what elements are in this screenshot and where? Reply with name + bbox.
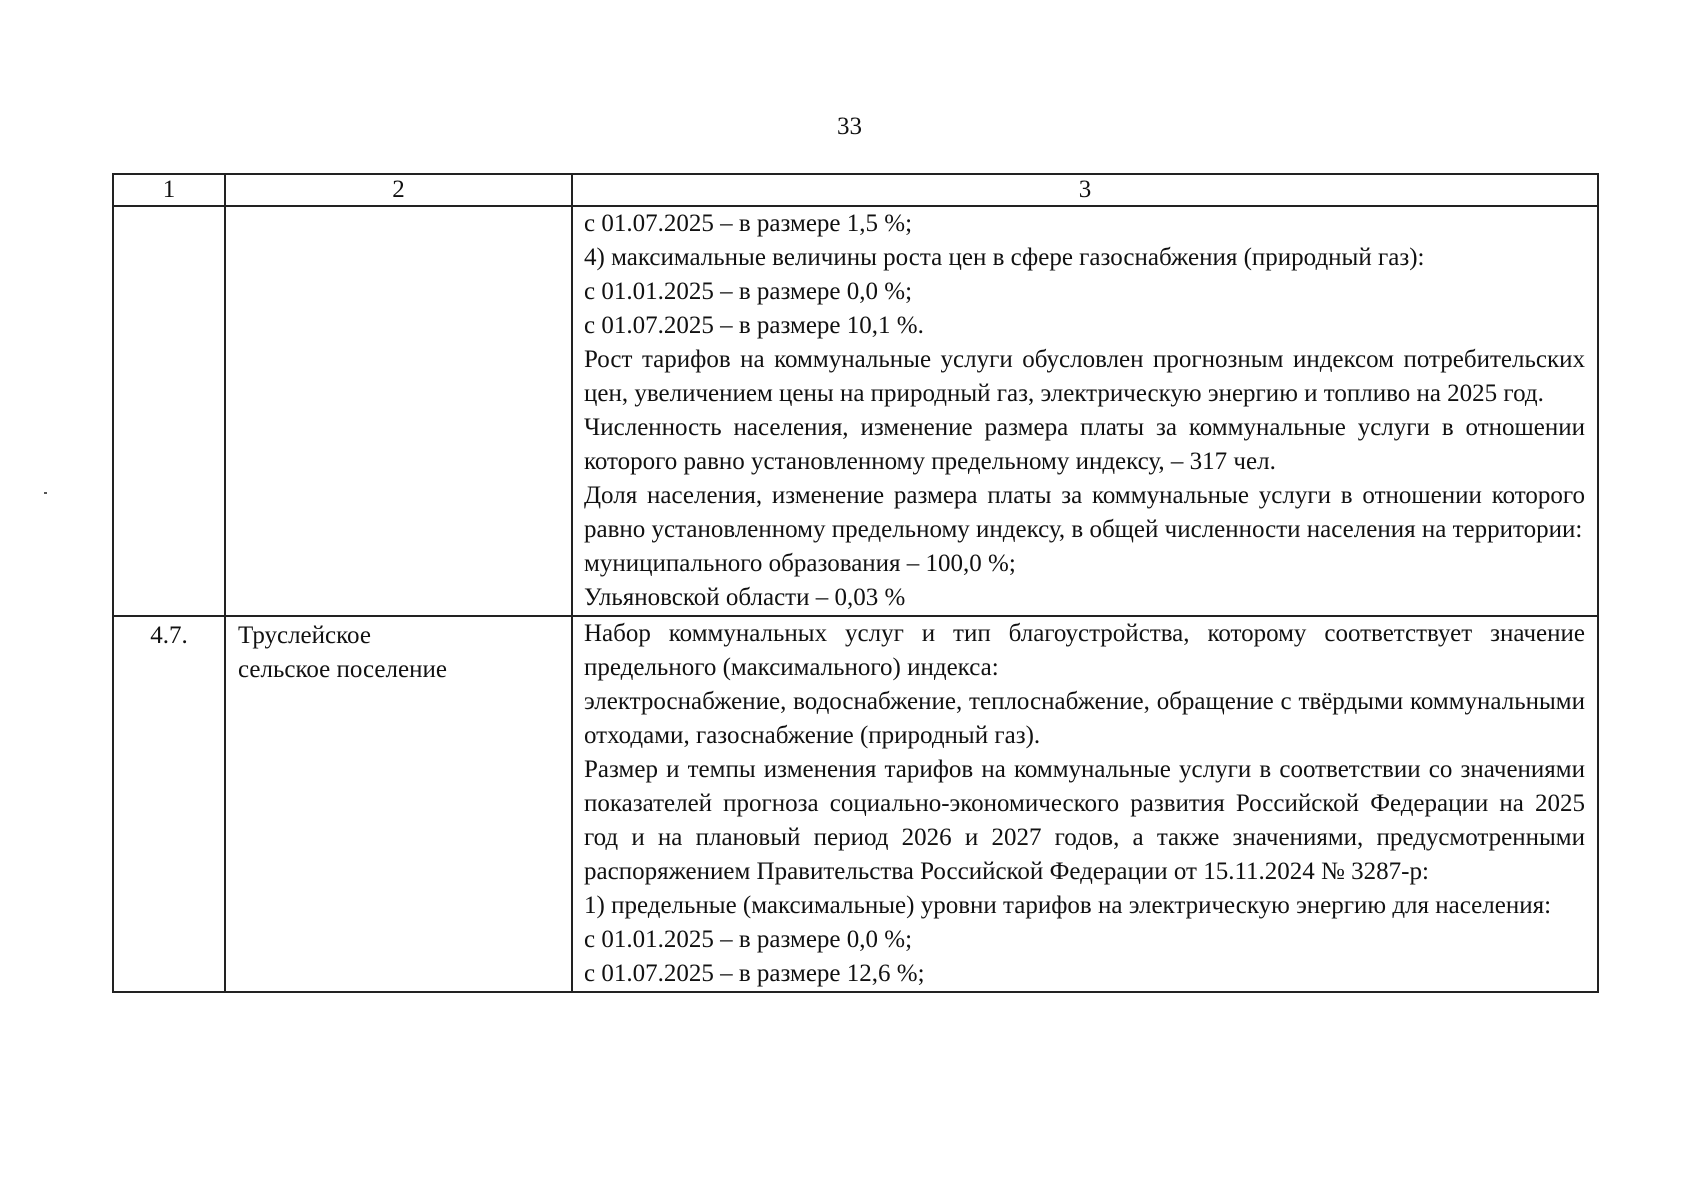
header-cell-1: 1 <box>113 174 225 206</box>
paragraph: 1) предельные (максимальные) уровни тарифов на электрическую энергию для населения: <box>584 892 1552 919</box>
header-cell-2: 2 <box>225 174 572 206</box>
paragraph: Набор коммунальных услуг и тип благоустройства, которому соответствует значение предельного (максимального) индекса: <box>584 620 1585 681</box>
row-name-cell <box>225 616 572 992</box>
paragraph: с 01.07.2025 – в размере 12,6 %; <box>584 960 925 987</box>
table-row <box>113 206 1598 616</box>
settlement-name-line: сельское поселение <box>238 656 447 683</box>
paragraph: Рост тарифов на коммунальные услуги обусловлен прогнозным индексом потребительских цен, увеличением цены на природный газ, электрическую энергию и топливо на 2025 год. <box>584 346 1585 407</box>
row-number-cell: 4.7. <box>113 616 225 992</box>
row-description-cell <box>572 616 1598 992</box>
row-description-cell <box>572 206 1598 616</box>
paragraph: с 01.07.2025 – в размере 10,1 %. <box>584 312 924 339</box>
paragraph: 4) максимальные величины роста цен в сфере газоснабжения (природный газ): <box>584 244 1425 271</box>
paragraph: Ульяновской области – 0,03 % <box>584 584 906 611</box>
paragraph: с 01.07.2025 – в размере 1,5 %; <box>584 210 913 237</box>
tariff-table <box>112 173 1599 993</box>
paragraph: Размер и темпы изменения тарифов на коммунальные услуги в соответствии со значениями показателей прогноза социально-экономического развития Российской Федерации на 2025 год и на плановый период 2026 и 2027 годов, а также значениями, предусмотренными распоряжением Правительства Российской Федерации от 15.11.2024 № 3287-р: <box>584 756 1585 885</box>
table-header-row <box>113 174 1598 206</box>
paragraph: с 01.01.2025 – в размере 0,0 %; <box>584 278 913 305</box>
table-row <box>113 616 1598 992</box>
paragraph: электроснабжение, водоснабжение, теплоснабжение, обращение с твёрдыми коммунальными отходами, газоснабжение (природный газ). <box>584 688 1585 749</box>
row-name-cell <box>225 206 572 616</box>
row-number-cell <box>113 206 225 616</box>
scan-speck <box>44 492 47 494</box>
paragraph: Численность населения, изменение размера платы за коммунальные услуги в отношении которого равно установленному предельному индексу, – 317 чел. <box>584 414 1585 475</box>
paragraph: муниципального образования – 100,0 %; <box>584 550 1016 577</box>
paragraph: с 01.01.2025 – в размере 0,0 %; <box>584 926 913 953</box>
paragraph: Доля населения, изменение размера платы за коммунальные услуги в отношении которого равно установленному предельному индексу, в общей численности населения на территории: <box>584 482 1585 543</box>
page-number: 33 <box>837 113 862 140</box>
header-cell-3: 3 <box>572 174 1598 206</box>
settlement-name-line: Труслейское <box>238 622 371 649</box>
